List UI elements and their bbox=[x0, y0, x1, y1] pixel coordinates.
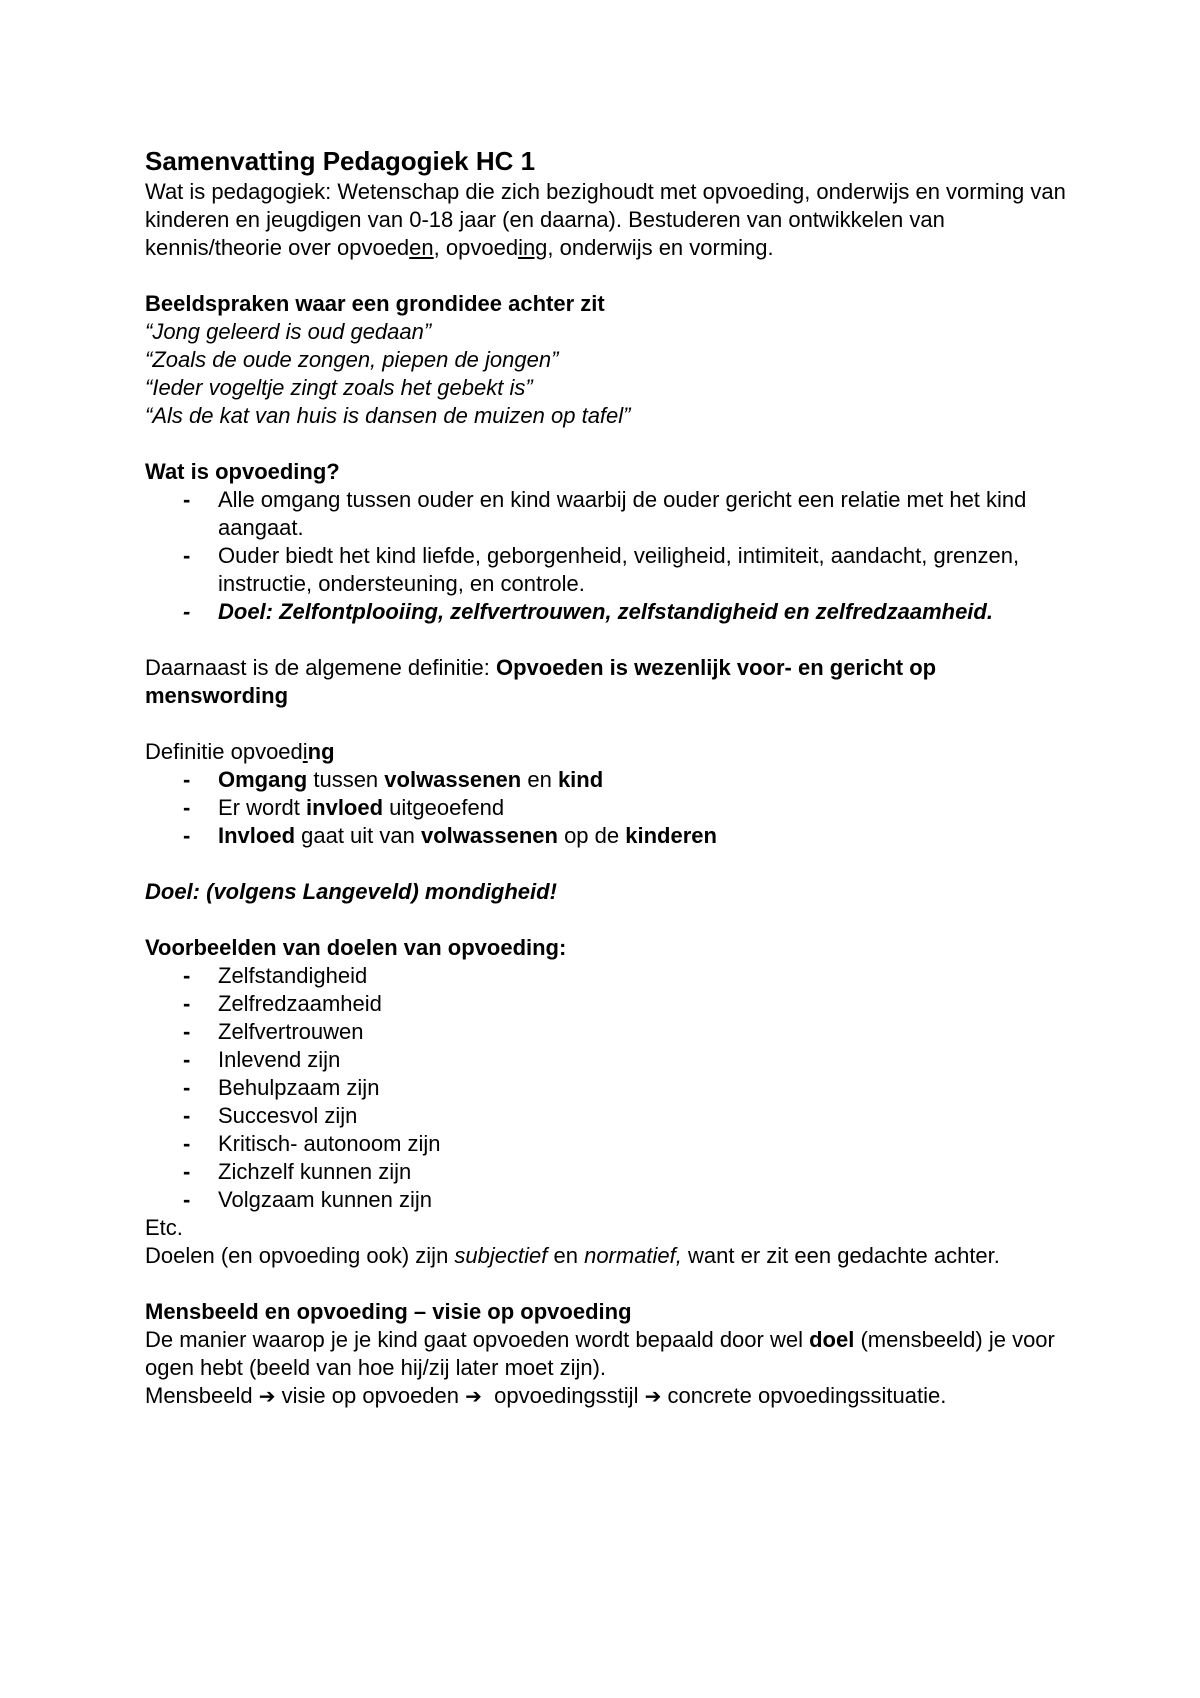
quote: “Zoals de oude zongen, piepen de jongen” bbox=[145, 347, 559, 372]
intro-text-1: Wat is pedagogiek: Wetenschap die zich bezighoudt met opvoeding, onderwijs en vorming van kinderen en jeugdigen van 0-18 jaar (en daarna). Bestuderen van ontwikkelen van kennis/theorie over opvoed bbox=[145, 179, 1066, 260]
list-item: - Alle omgang tussen ouder en kind waarbij de ouder gericht een relatie met het kind aangaat. bbox=[145, 486, 1085, 542]
document-page bbox=[145, 144, 1085, 1410]
list-item: - Invloed gaat uit van volwassenen op de kinderen bbox=[145, 822, 1085, 850]
intro-text-2: , opvoed bbox=[433, 235, 519, 260]
algemene-definitie bbox=[145, 654, 1085, 710]
list-item: - Zichzelf kunnen zijn bbox=[145, 1158, 1085, 1186]
arrow-right-icon: ➔ bbox=[258, 1384, 276, 1408]
list-item: - Zelfstandigheid bbox=[145, 962, 1085, 990]
list-item: - Zelfvertrouwen bbox=[145, 1018, 1085, 1046]
voorbeelden-list bbox=[145, 962, 1085, 1214]
document-title: Samenvatting Pedagogiek HC 1 bbox=[145, 146, 536, 176]
intro-paragraph bbox=[145, 178, 1085, 262]
arrow-right-icon: ➔ bbox=[644, 1384, 662, 1408]
algemeen-bold: Opvoeden is wezenlijk voor- en gericht op menswording bbox=[145, 655, 937, 708]
list-item: - Inlevend zijn bbox=[145, 1046, 1085, 1074]
definitie-heading bbox=[145, 738, 1085, 766]
definitie-bold: ng bbox=[307, 739, 335, 764]
definitie-underline: i bbox=[302, 739, 308, 764]
list-item: - Ouder biedt het kind liefde, geborgenheid, veiligheid, intimiteit, aandacht, grenzen, instructie, ondersteuning, en controle. bbox=[145, 542, 1085, 598]
list-item: - Kritisch- autonoom zijn bbox=[145, 1130, 1085, 1158]
list-item: - Behulpzaam zijn bbox=[145, 1074, 1085, 1102]
mensbeeld-heading: Mensbeeld en opvoeding – visie op opvoeding bbox=[145, 1299, 632, 1324]
quote: “Als de kat van huis is dansen de muizen op tafel” bbox=[145, 403, 631, 428]
list-item: - Succesvol zijn bbox=[145, 1102, 1085, 1130]
mensbeeld-chain: Mensbeeld ➔ visie op opvoeden ➔ opvoedingsstijl ➔ concrete opvoedingssituatie. bbox=[145, 1383, 947, 1408]
opvoeding-list bbox=[145, 486, 1085, 626]
algemeen-prefix: Daarnaast is de algemene definitie: bbox=[145, 655, 496, 680]
intro-underline-2: ing bbox=[518, 235, 548, 260]
beeldspraken-heading: Beeldspraken waar een grondidee achter zit bbox=[145, 291, 605, 316]
opvoeding-heading: Wat is opvoeding? bbox=[145, 459, 340, 484]
intro-text-3: , onderwijs en vorming. bbox=[547, 235, 774, 260]
doel-langeveld: Doel: (volgens Langeveld) mondigheid! bbox=[145, 879, 557, 904]
quote: “Jong geleerd is oud gedaan” bbox=[145, 319, 432, 344]
list-item: - Zelfredzaamheid bbox=[145, 990, 1085, 1018]
definitie-prefix: Definitie opvoed bbox=[145, 739, 303, 764]
etc-text: Etc. bbox=[145, 1215, 183, 1240]
list-item: - Omgang tussen volwassenen en kind bbox=[145, 766, 1085, 794]
intro-underline-1: en bbox=[409, 235, 434, 260]
voorbeelden-heading: Voorbeelden van doelen van opvoeding: bbox=[145, 935, 567, 960]
list-item: - Er wordt invloed uitgeoefend bbox=[145, 794, 1085, 822]
arrow-right-icon: ➔ bbox=[465, 1384, 482, 1408]
doelen-paragraph: Doelen (en opvoeding ook) zijn subjectief en normatief, want er zit een gedachte achter. bbox=[145, 1243, 1000, 1268]
definitie-list bbox=[145, 766, 1085, 850]
list-item: - Doel: Zelfontplooiing, zelfvertrouwen, zelfstandigheid en zelfredzaamheid. bbox=[145, 598, 1085, 626]
list-item: - Volgzaam kunnen zijn bbox=[145, 1186, 1085, 1214]
mensbeeld-paragraph: De manier waarop je je kind gaat opvoeden wordt bepaald door wel doel (mensbeeld) je voor ogen hebt (beeld van hoe hij/zij later moet zijn). bbox=[145, 1327, 1055, 1380]
quote: “Ieder vogeltje zingt zoals het gebekt is” bbox=[145, 375, 533, 400]
